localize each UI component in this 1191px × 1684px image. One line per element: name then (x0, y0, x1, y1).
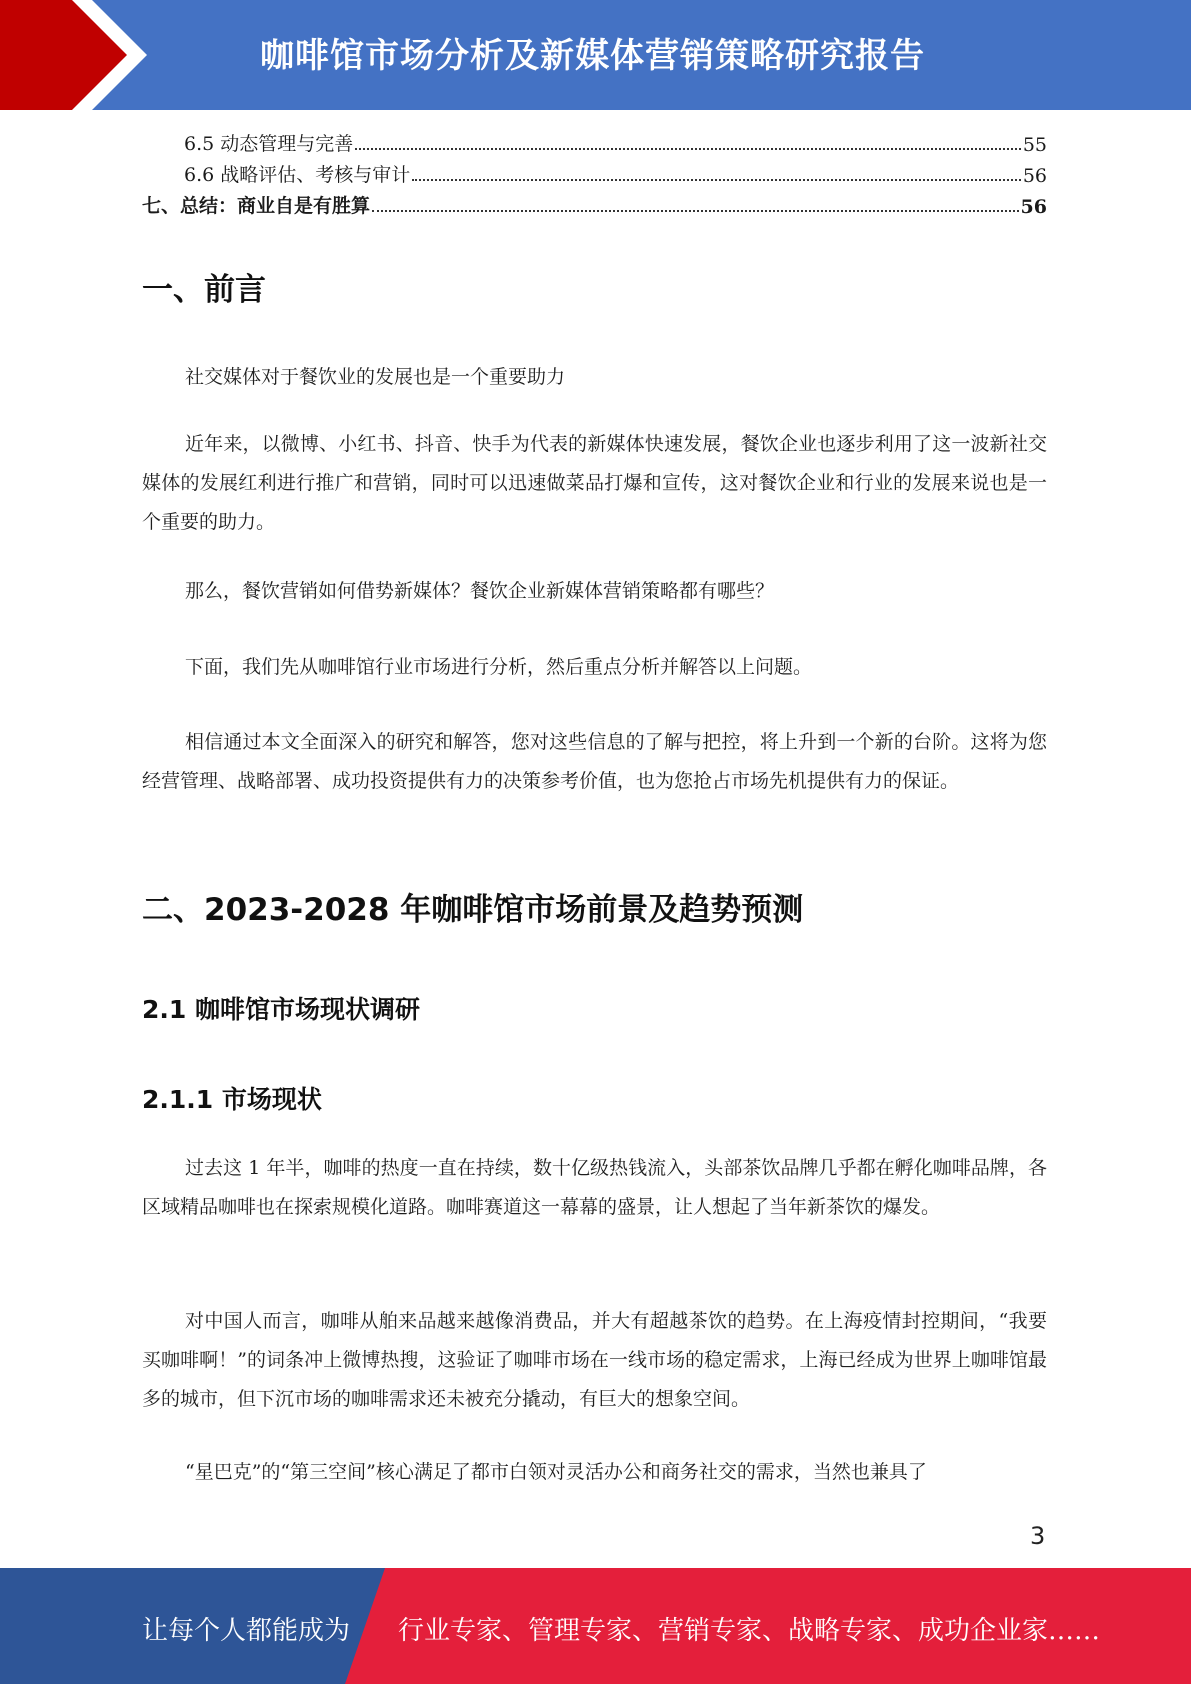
body-paragraph: 对中国人而言，咖啡从舶来品越来越像消费品，并大有超越茶饮的趋势。在上海疫情封控期间，“我要买咖啡啊！”的词条冲上微博热搜，这验证了咖啡市场在一线市场的稳定需求，上海已经成为世界上咖啡馆最多的城市，但下沉市场的咖啡需求还未被充分撬动，有巨大的想象空间。 (142, 1310, 1047, 1410)
toc-entry[interactable] (142, 190, 1047, 218)
footer-slogan-left: 让每个人都能成为 (142, 1616, 351, 1646)
footer-slogan-right: 行业专家、管理专家、营销专家、战略专家、成功企业家…… (398, 1616, 1101, 1646)
subsubsection-heading: 2.1.1 市场现状 (142, 1085, 322, 1114)
page-footer (0, 1568, 1191, 1684)
body-paragraph: 相信通过本文全面深入的研究和解答，您对这些信息的了解与把控，将上升到一个新的台阶。这将为您经营管理、战略部署、成功投资提供有力的决策参考价值，也为您抢占市场先机提供有力的保证。 (142, 731, 1047, 792)
toc-entry-page: 55 (1022, 134, 1047, 156)
page-number: 3 (1030, 1522, 1046, 1550)
toc-leader-dots (412, 179, 1021, 181)
page-header (0, 0, 1191, 110)
toc-entry-page: 56 (1020, 196, 1047, 218)
toc-leader-dots (372, 210, 1019, 212)
body-paragraph: 社交媒体对于餐饮业的发展也是一个重要助力 (185, 366, 566, 388)
toc-entry-page: 56 (1022, 165, 1047, 187)
toc-leader-dots (355, 148, 1021, 150)
toc-entry-label: 6.5 动态管理与完善 (184, 133, 354, 155)
report-title: 咖啡馆市场分析及新媒体营销策略研究报告 (260, 36, 925, 76)
body-paragraph: “星巴克”的“第三空间”核心满足了都市白领对灵活办公和商务社交的需求，当然也兼具了 (185, 1461, 927, 1483)
red-arrow-decoration (0, 0, 160, 110)
body-paragraph: 那么，餐饮营销如何借势新媒体？餐饮企业新媒体营销策略都有哪些？ (185, 580, 775, 602)
body-paragraph: 下面，我们先从咖啡馆行业市场进行分析，然后重点分析并解答以上问题。 (185, 656, 813, 678)
body-paragraph: 近年来，以微博、小红书、抖音、快手为代表的新媒体快速发展，餐饮企业也逐步利用了这一波新社交媒体的发展红利进行推广和营销，同时可以迅速做菜品打爆和宣传，这对餐饮企业和行业的发展来说也是一个重要的助力。 (142, 433, 1047, 533)
section-heading-preface: 一、前言 (142, 272, 266, 308)
toc-entry-label: 6.6 战略评估、考核与审计 (184, 164, 411, 186)
section-heading-forecast: 二、2023-2028 年咖啡馆市场前景及趋势预测 (142, 892, 804, 928)
toc-entry[interactable] (184, 128, 1047, 156)
body-paragraph: 过去这 1 年半，咖啡的热度一直在持续，数十亿级热钱流入，头部茶饮品牌几乎都在孵化咖啡品牌，各区域精品咖啡也在探索规模化道路。咖啡赛道这一幕幕的盛景，让人想起了当年新茶饮的爆发。 (142, 1157, 1047, 1218)
toc-entry[interactable] (184, 159, 1047, 187)
toc-entry-label: 七、总结：商业自是有胜算 (142, 195, 371, 217)
subsection-heading: 2.1 咖啡馆市场现状调研 (142, 995, 420, 1024)
